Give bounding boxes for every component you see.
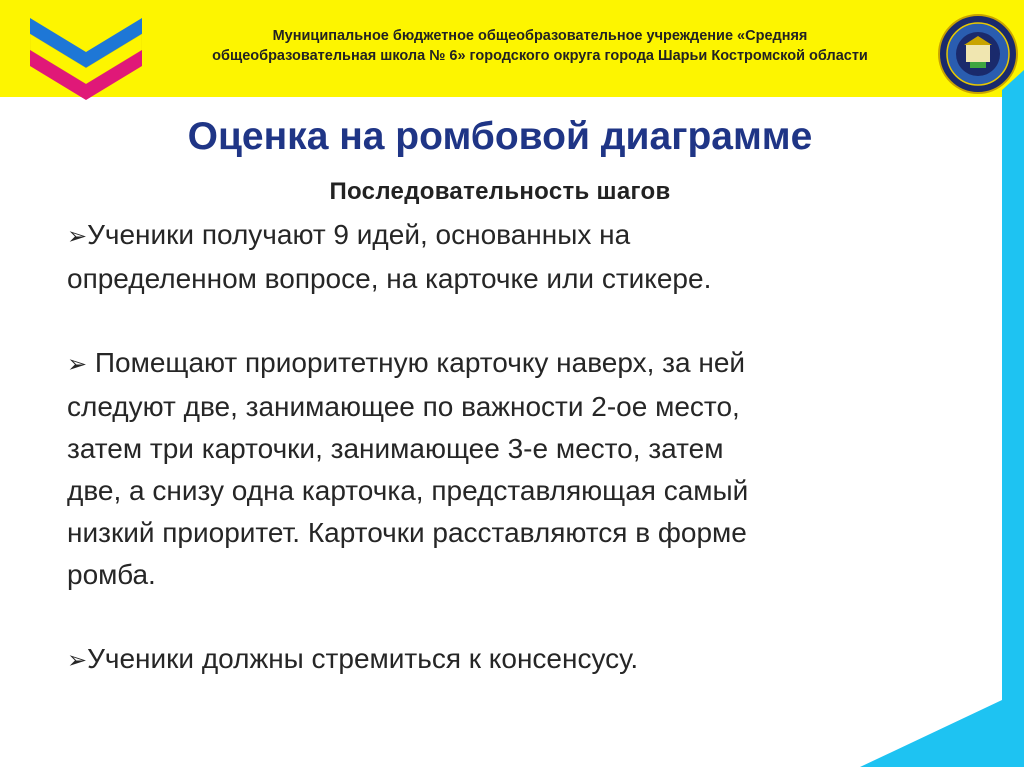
- slide-title: Оценка на ромбовой диаграмме: [187, 115, 813, 158]
- org-name-line-1: Муниципальное бюджетное общеобразовательное учреждение «Средняя: [272, 28, 808, 44]
- bullet-1-line-1: Ученики получают 9 идей, основанных на: [87, 219, 631, 250]
- bullet-1-line-2: определенном вопросе, на карточке или стикере.: [67, 263, 712, 294]
- organization-name: [150, 26, 930, 66]
- bullet-arrow-icon: ➢: [67, 351, 88, 378]
- bullet-2-line-2: следуют две, занимающее по важности 2-ое место,: [67, 391, 740, 422]
- org-name-line-2: общеобразовательная школа № 6» городского округа города Шарьи Костромской области: [212, 48, 868, 64]
- bullet-item-1: [67, 214, 947, 258]
- bullet-2-line-5: низкий приоритет. Карточки расставляются в форме: [67, 517, 747, 548]
- slide-subtitle: Последовательность шагов: [329, 178, 671, 205]
- bullet-2-line-3: затем три карточки, занимающее 3-е место, затем: [67, 433, 724, 464]
- bullet-item-2: [67, 342, 947, 386]
- bullet-3-line-1: Ученики должны стремиться к консенсусу.: [87, 643, 639, 674]
- bullet-item-3: [67, 638, 947, 682]
- bullet-arrow-icon: ➢: [67, 223, 88, 250]
- school-emblem-icon: [938, 14, 1018, 94]
- chevron-logo: [30, 18, 142, 100]
- bullet-2-line-1: Помещают приоритетную карточку наверх, за ней: [87, 347, 746, 378]
- bullet-list: [67, 214, 947, 682]
- bullet-2-line-6: ромба.: [67, 559, 156, 590]
- bullet-arrow-icon: ➢: [67, 647, 88, 674]
- bullet-2-line-4: две, а снизу одна карточка, представляющая самый: [67, 475, 749, 506]
